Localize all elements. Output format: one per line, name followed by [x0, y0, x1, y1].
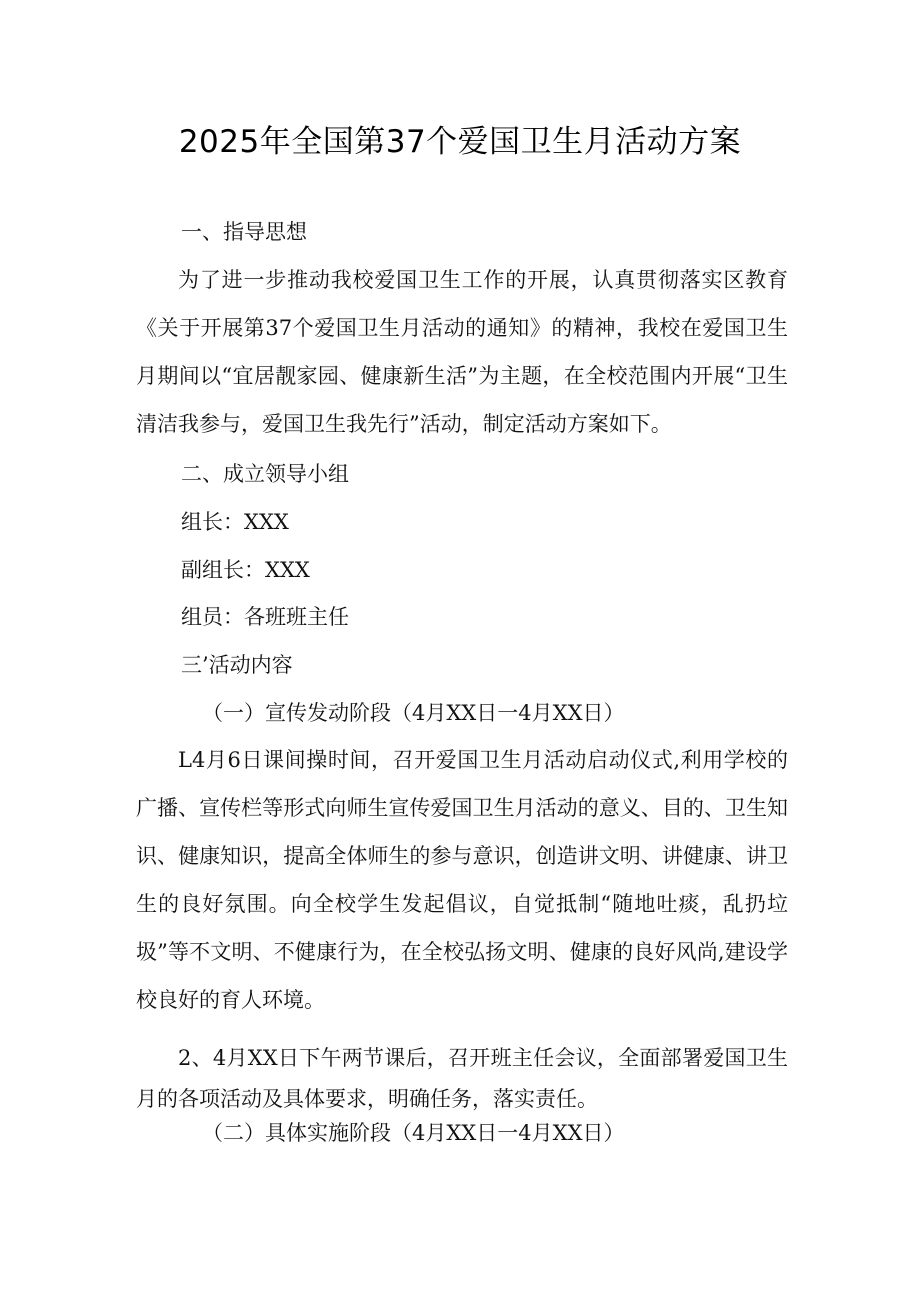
section3-heading: 三’活动内容 — [181, 653, 293, 677]
document-title: 2025年全国第37个爱国卫生月活动方案 — [178, 124, 742, 160]
section1-paragraph: 为了进一步推动我校爱国卫生工作的开展，认真贯彻落实区教育《关于开展第37个爱国卫生月活动的通知》的精神，我校在爱国卫生月期间以“宜居靓家园、健康新生活”为主题，在全校范围内开展“卫生清洁我参与，爱国卫生我先行”活动，制定活动方案如下。 — [136, 268, 788, 436]
vice-leader-line: 副组长：XXX — [181, 558, 310, 582]
section2-heading: 二、成立领导小组 — [181, 462, 349, 486]
phase1-item2-paragraph: 2、4月XX日下午两节课后，召开班主任会议，全面部署爱国卫生月的各项活动及具体要求，明确任务，落实责任。 — [136, 1046, 788, 1111]
leader-line: 组长：XXX — [181, 510, 289, 534]
phase1-heading: （一）宣传发动阶段（4月XX日一4月XX日） — [202, 701, 625, 725]
section1-heading: 一、指导思想 — [181, 220, 307, 244]
phase2-heading: （二）具体实施阶段（4月XX日一4月XX日） — [202, 1121, 625, 1145]
phase1-item1-paragraph: L4月6日课间操时间，召开爱国卫生月活动启动仪式,利用学校的广播、宣传栏等形式向师生宣传爱国卫生月活动的意义、目的、卫生知识、健康知识，提高全体师生的参与意识，创造讲文明、讲健康、讲卫生的良好氛围。向全校学生发起倡议，自觉抵制“随地吐痰，乱扔垃圾”等不文明、不健康行为，在全校弘扬文明、健康的良好风尚,建设学校良好的育人环境。 — [136, 748, 788, 1012]
members-line: 组员：各班班主任 — [181, 605, 349, 629]
